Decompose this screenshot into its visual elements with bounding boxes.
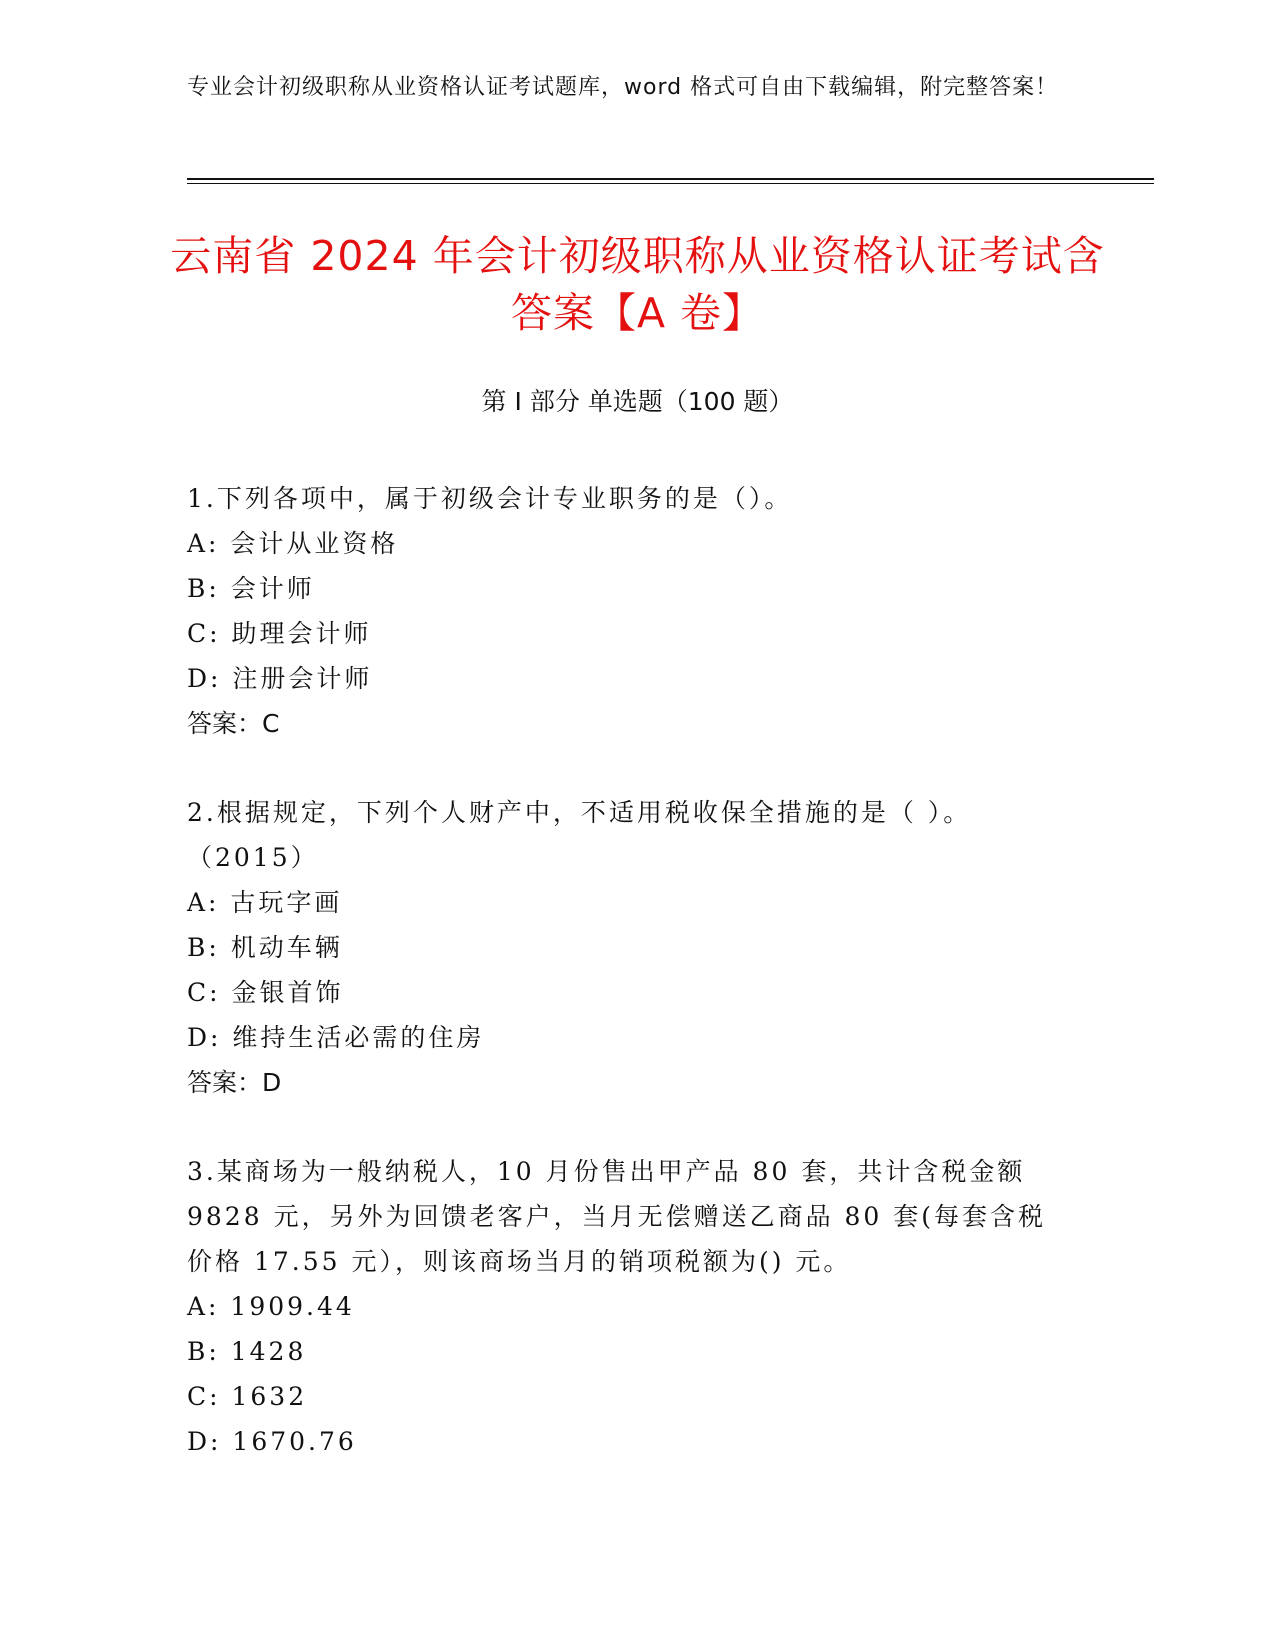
option-a: A: 会计从业资格: [187, 529, 399, 558]
option-d: D: 维持生活必需的住房: [187, 1023, 485, 1052]
section-title: 第 I 部分 单选题（100 题）: [481, 387, 794, 416]
question-stem: 1.下列各项中，属于初级会计专业职务的是（）。: [187, 484, 793, 513]
option-b: B: 机动车辆: [187, 933, 343, 962]
document-title: 云南省 2024 年会计初级职称从业资格认证考试含答案【A 卷】: [170, 232, 1105, 337]
option-b: B: 1428: [187, 1337, 307, 1366]
option-d: D: 注册会计师: [187, 664, 373, 693]
question-stem: 3.某商场为一般纳税人，10 月份售出甲产品 80 套，共计含税金额 9828 元，另外为回馈老客户，当月无偿赠送乙商品 80 套(每套含税价格 17.55 元），则该商场当月的销项税额为() 元。: [187, 1157, 1047, 1276]
question-stem: 2.根据规定，下列个人财产中，不适用税收保全措施的是（ ）。（2015）: [187, 798, 972, 872]
option-c: C: 1632: [187, 1382, 308, 1411]
question-1: [187, 476, 1067, 746]
option-a: A: 1909.44: [187, 1292, 355, 1321]
option-b: B: 会计师: [187, 574, 315, 603]
question-3: [187, 1149, 1067, 1464]
option-c: C: 金银首饰: [187, 978, 344, 1007]
option-c: C: 助理会计师: [187, 619, 372, 648]
question-2: [187, 790, 1067, 1105]
header-rule-thick: [187, 178, 1154, 180]
answer: 答案：C: [187, 709, 280, 738]
header-rule-thin: [187, 183, 1154, 184]
question-list: [187, 476, 1067, 1508]
option-a: A: 古玩字画: [187, 888, 343, 917]
option-d: D: 1670.76: [187, 1427, 357, 1456]
header-note: 专业会计初级职称从业资格认证考试题库，word 格式可自由下载编辑，附完整答案！: [187, 75, 1059, 100]
answer: 答案：D: [187, 1068, 282, 1097]
